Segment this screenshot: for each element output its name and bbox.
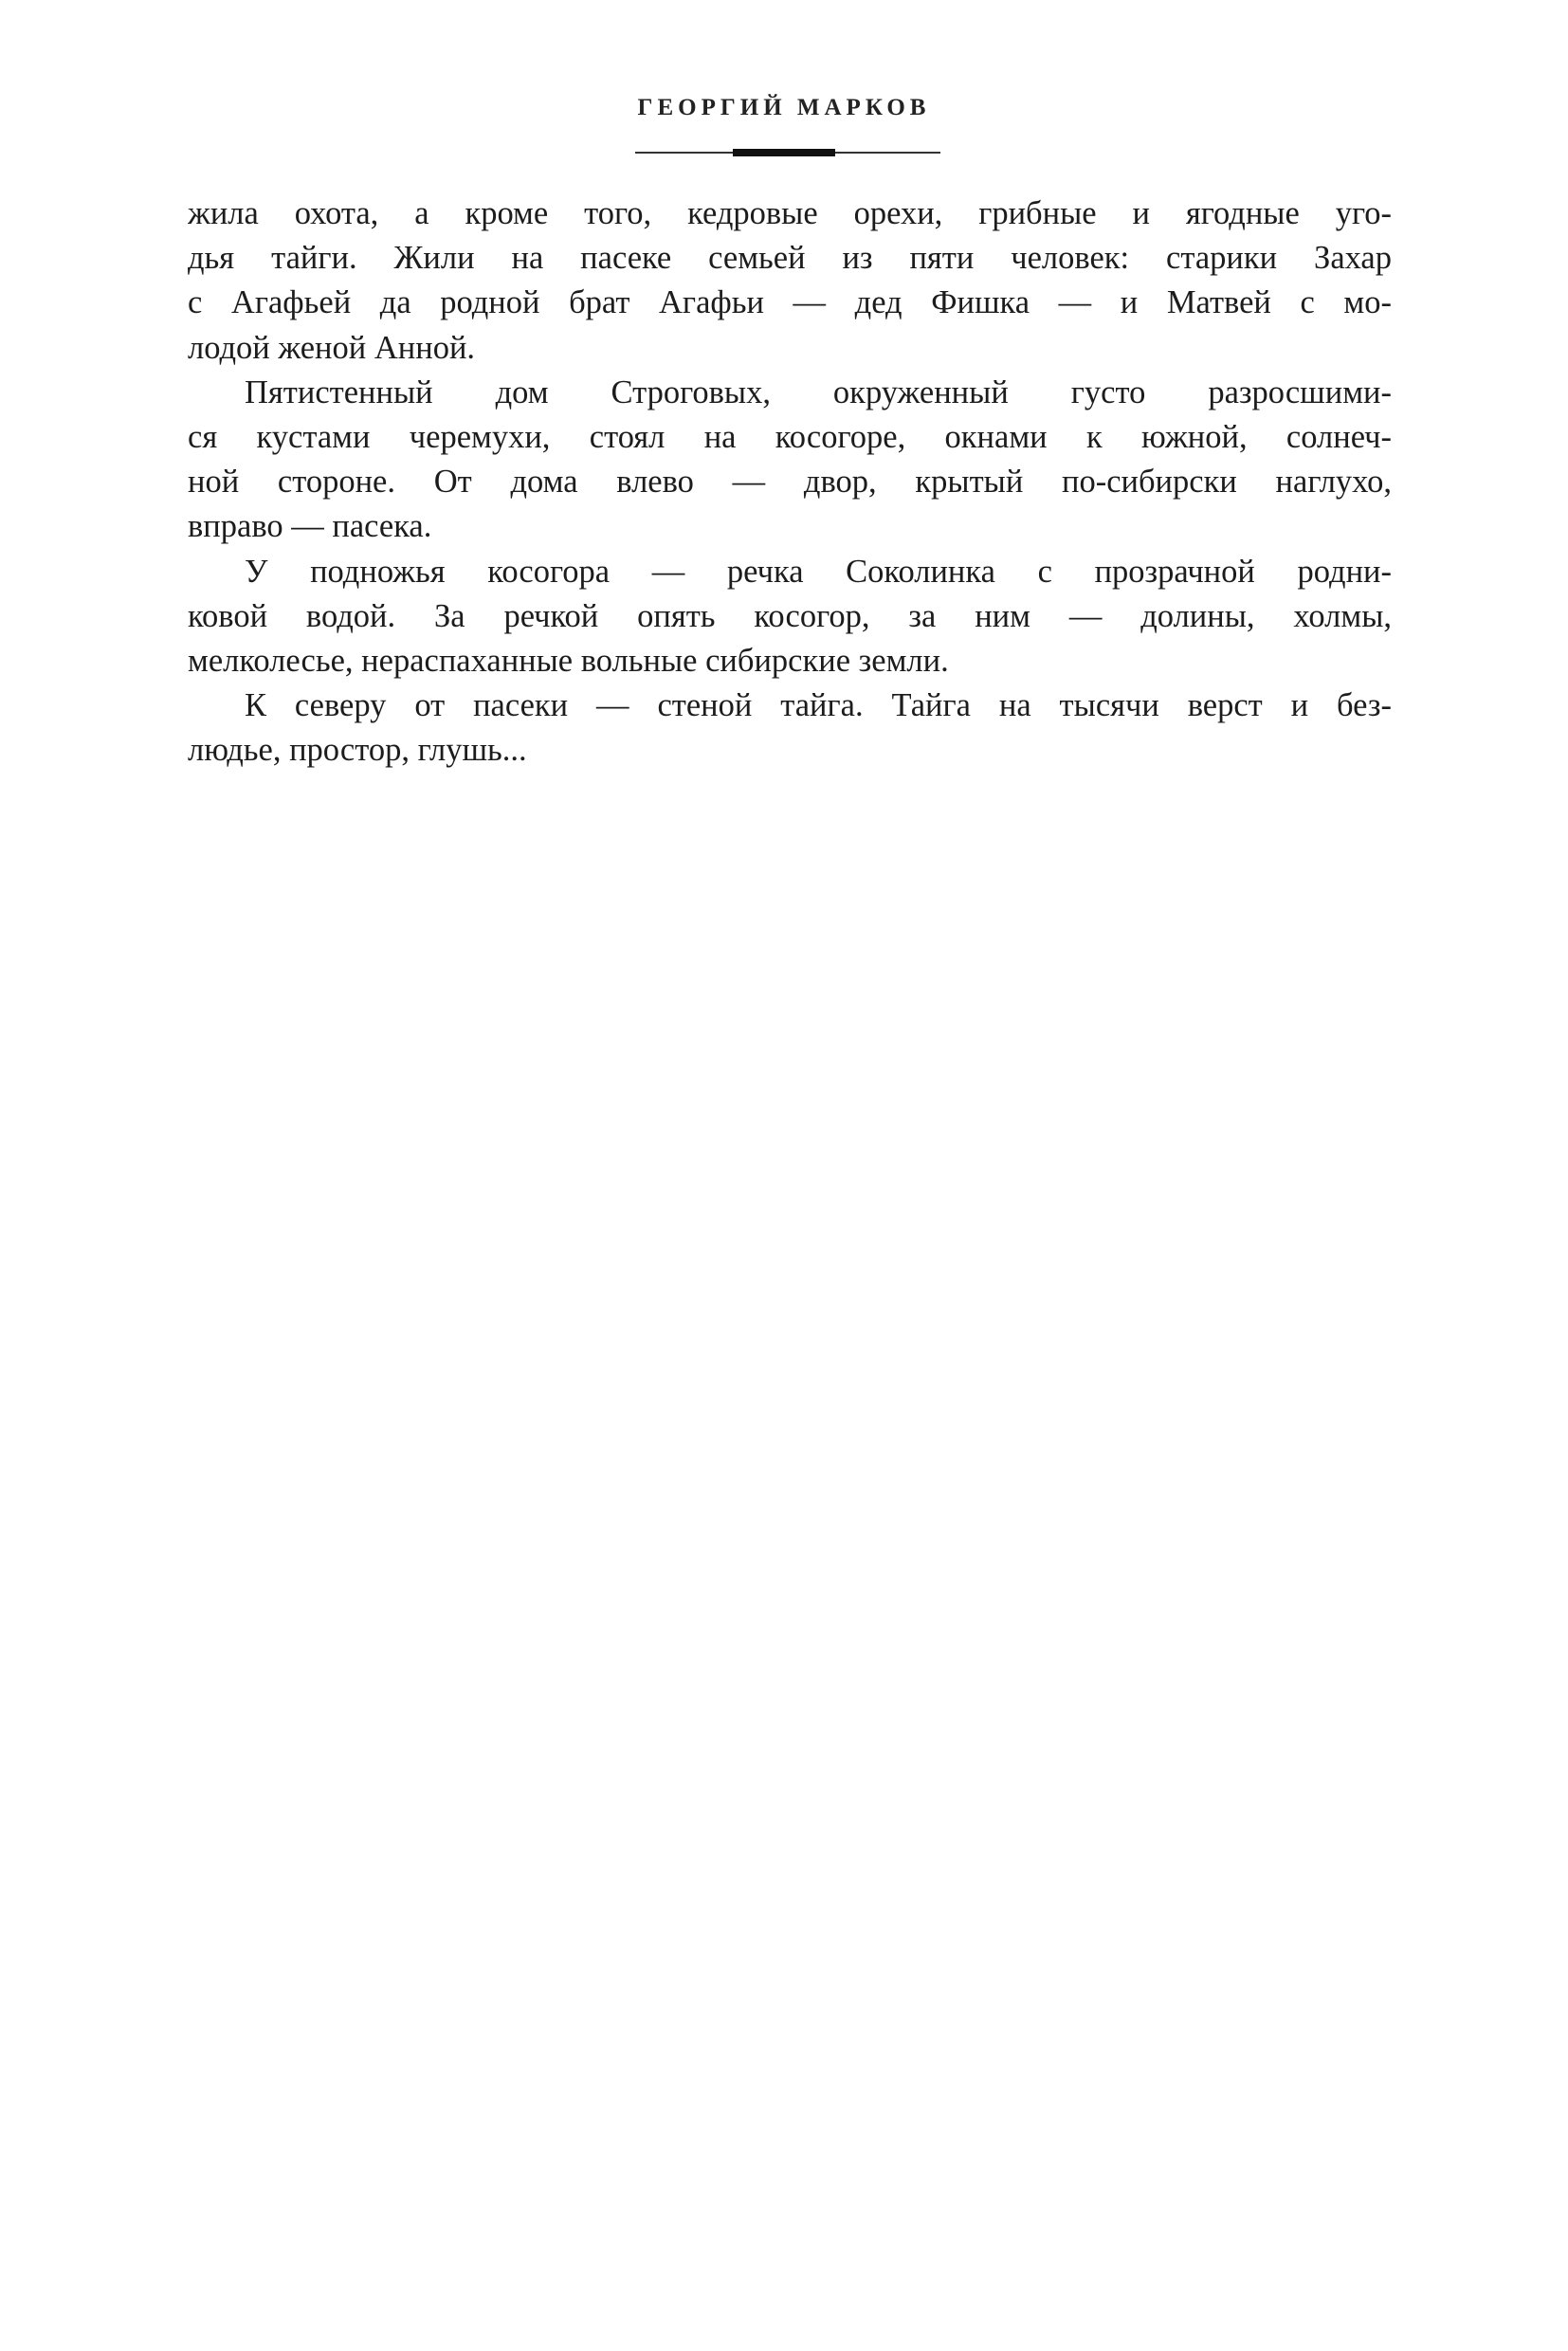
text-line: мелколесье, нераспаханные вольные сибирские земли. [188,642,949,679]
header-rule-ornament [733,149,835,156]
paragraph-4 [188,683,1392,773]
text-line: вправо — пасека. [188,508,432,545]
text-line: с Агафьей да родной брат Агафьи — дед Фишка — и Матвей с мо- [188,284,1392,321]
text-line: Пятистенный дом Строговых, окруженный густо разросшими- [245,374,1392,410]
paragraph-3 [188,550,1392,684]
running-head [0,95,1568,121]
text-line: лодой женой Анной. [188,329,476,366]
paragraph-1 [188,191,1392,371]
text-line: дья тайги. Жили на пасеке семьей из пяти человек: старики Захар [188,240,1392,277]
body-text [188,191,1392,773]
text-line: ся кустами черемухи, стоял на косогоре, окнами к южной, солнеч- [188,418,1392,455]
paragraph-2 [188,371,1392,550]
text-line: К северу от пасеки — стеной тайга. Тайга на тысячи верст и без- [245,687,1392,724]
text-line: жила охота, а кроме того, кедровые орехи, грибные и ягодные уго- [188,195,1392,231]
text-line: людье, простор, глушь... [188,732,527,769]
text-line: У подножья косогора — речка Соколинка с прозрачной родни- [245,553,1392,590]
text-line: ковой водой. За речкой опять косогор, за ним — долины, холмы, [188,597,1392,634]
text-line: ной стороне. От дома влево — двор, крытый по-сибирски наглухо, [188,464,1392,501]
author-name: ГЕОРГИЙ МАРКОВ [637,95,931,120]
